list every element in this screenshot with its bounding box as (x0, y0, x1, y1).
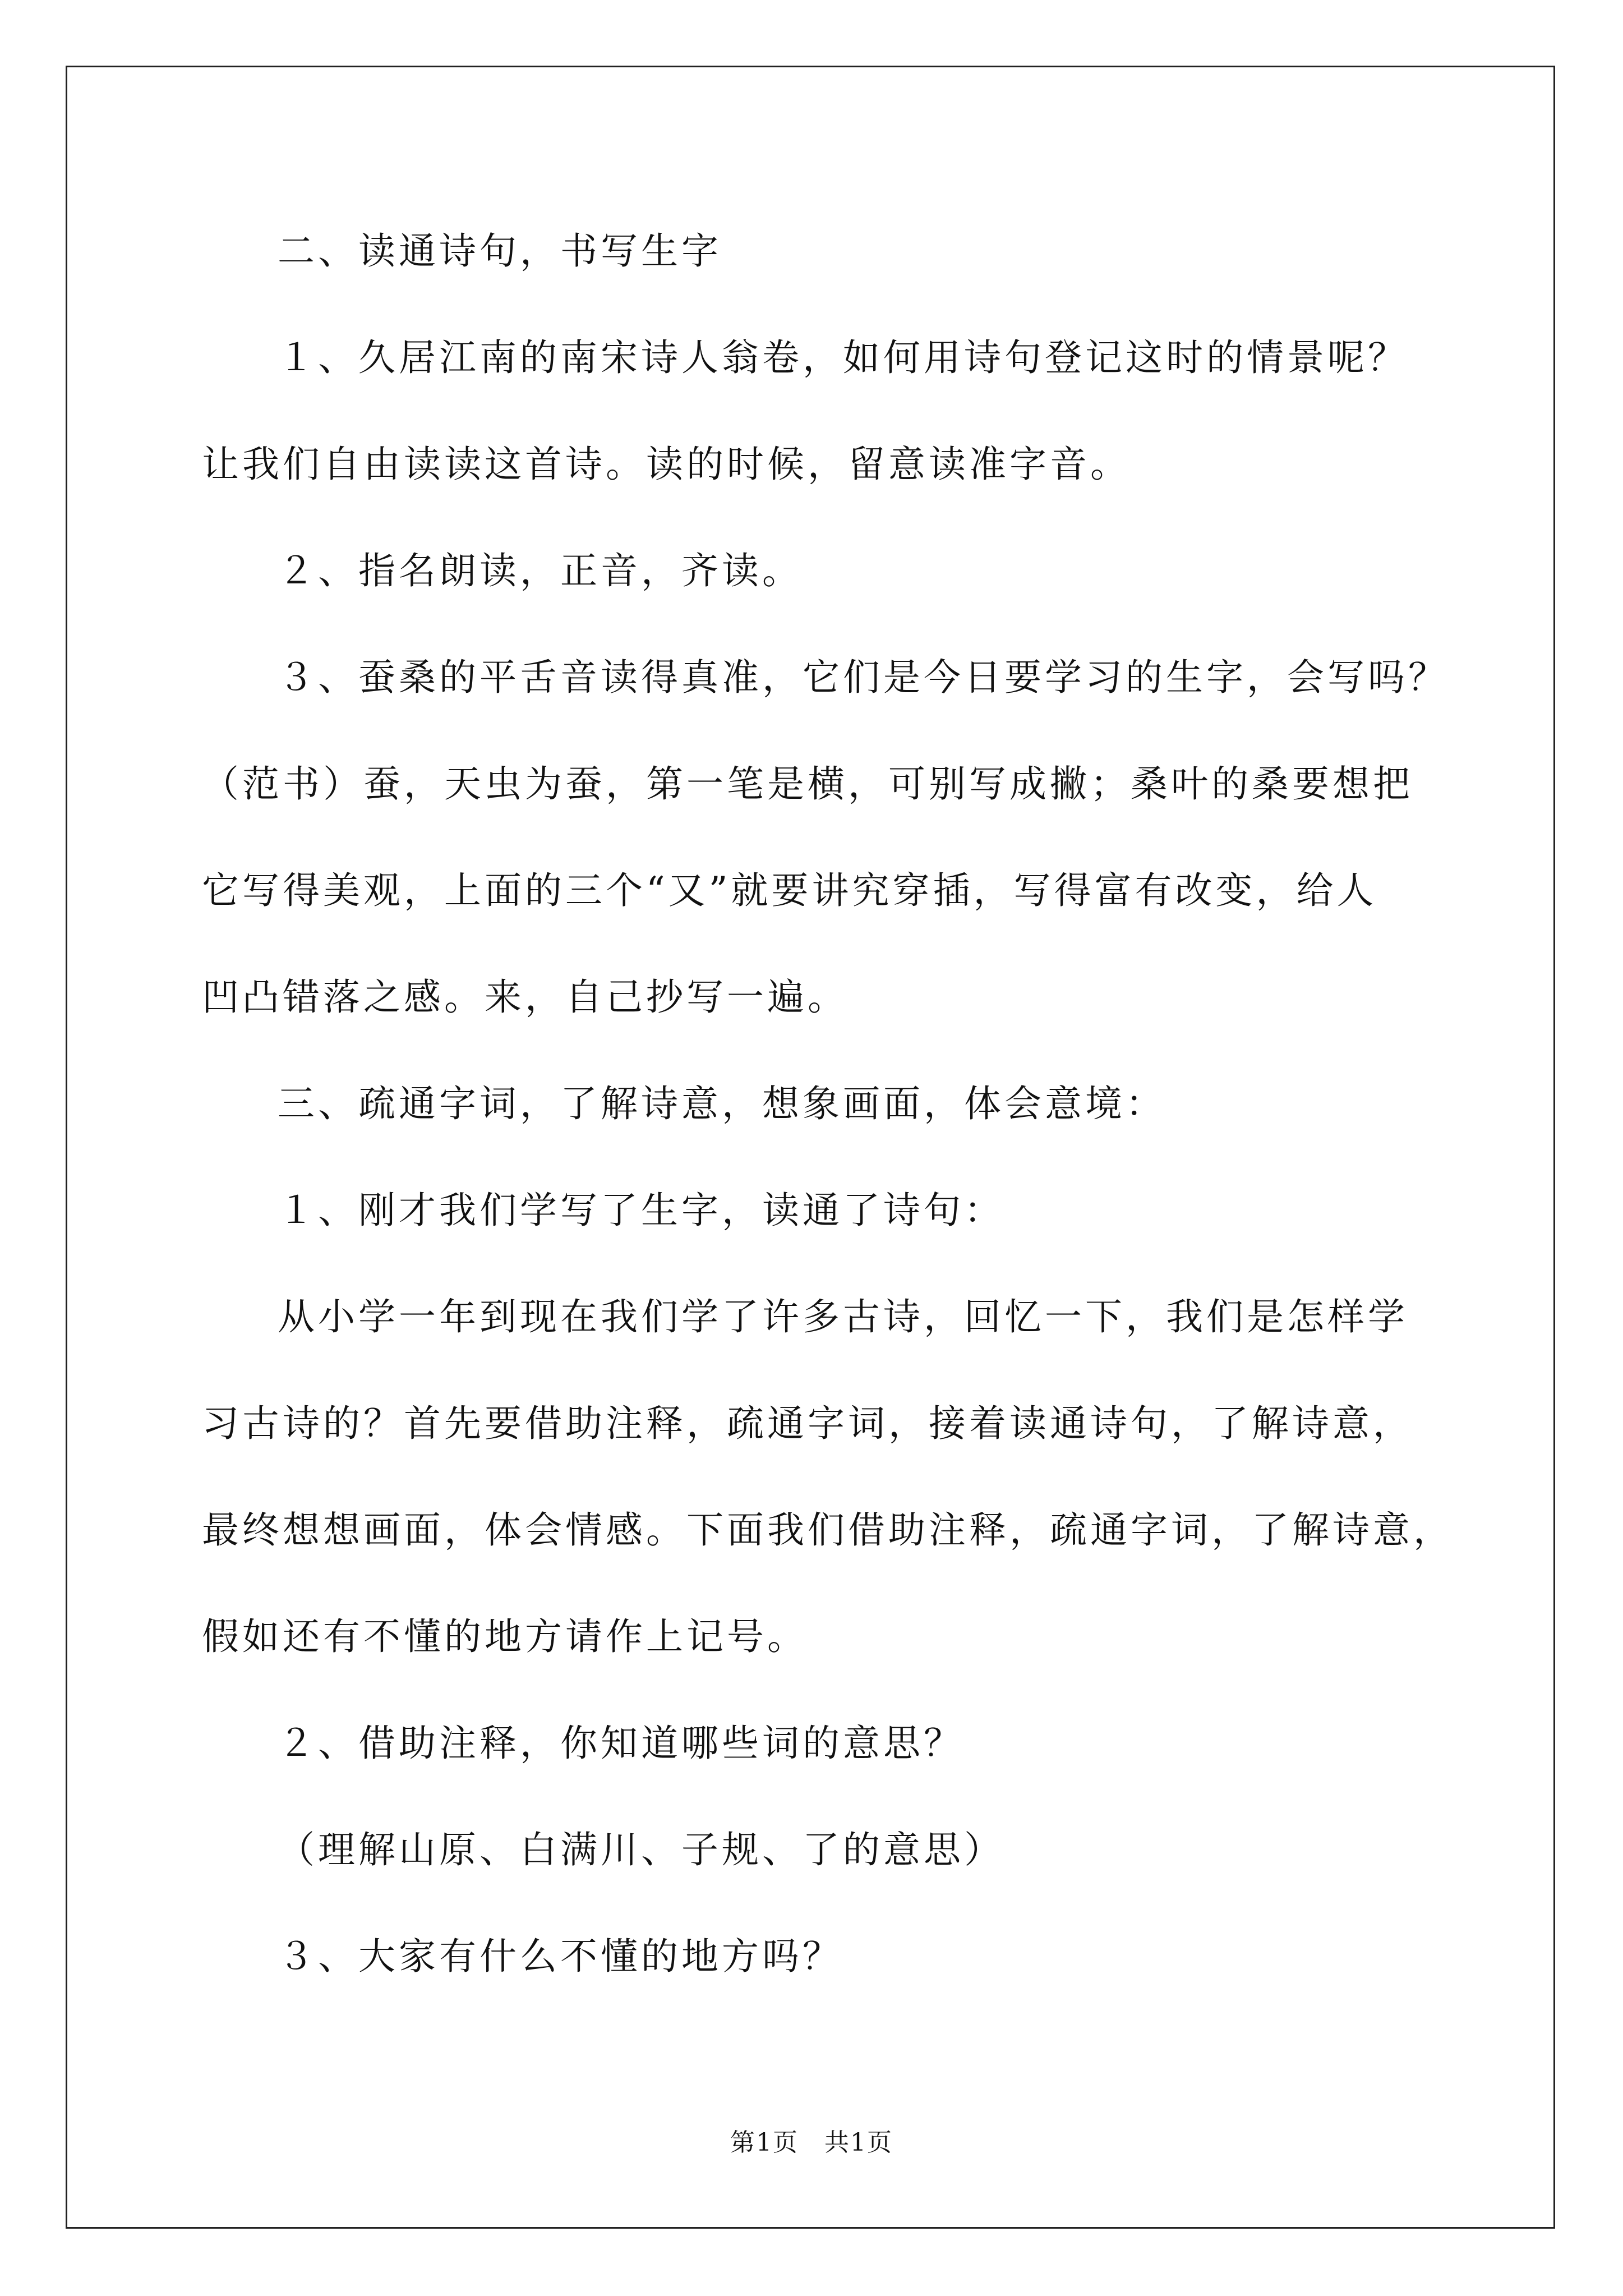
paragraph-line: ３、蚕桑的平舌音读得真准，它们是今日要学习的生字，会写吗？ (278, 656, 1449, 699)
paragraph-line: 让我们自由读读这首诗。读的时候，留意读准字音。 (202, 443, 1131, 486)
paragraph-line: 从小学一年到现在我们学了许多古诗，回忆一下，我们是怎样学 (278, 1295, 1408, 1338)
paragraph-line: ３、大家有什么不懂的地方吗？ (278, 1935, 843, 1978)
page-border (66, 66, 1555, 2229)
paragraph-line: （理解山原、白满川、子规、了的意思） (278, 1828, 1004, 1871)
paragraph-line: １、刚才我们学写了生字，读通了诗句： (278, 1189, 1004, 1232)
paragraph-line: 它写得美观，上面的三个“又”就要讲究穿插，写得富有改变，给人 (202, 869, 1377, 912)
section-heading-3: 三、疏通字词，了解诗意，想象画面，体会意境： (278, 1082, 1166, 1125)
paragraph-line: ２、指名朗读，正音，齐读。 (278, 549, 803, 592)
paragraph-line: 凹凸错落之感。来，自己抄写一遍。 (202, 976, 848, 1019)
paragraph-line: （范书）蚕，天虫为蚕，第一笔是横，可别写成撇；桑叶的桑要想把 (202, 762, 1413, 806)
paragraph-line: 最终想想画面，体会情感。下面我们借助注释，疏通字词，了解诗意， (202, 1508, 1454, 1552)
paragraph-line: ２、借助注释，你知道哪些词的意思？ (278, 1722, 964, 1765)
paragraph-line: 习古诗的？首先要借助注释，疏通字词，接着读通诗句，了解诗意， (202, 1402, 1413, 1445)
paragraph-line: １、久居江南的南宋诗人翁卷，如何用诗句登记这时的情景呢？ (278, 336, 1408, 379)
paragraph-line: 假如还有不懂的地方请作上记号。 (202, 1615, 808, 1658)
page-number-footer: 第1页 共1页 (730, 2128, 893, 2157)
section-heading-2: 二、读通诗句，书写生字 (278, 229, 722, 273)
